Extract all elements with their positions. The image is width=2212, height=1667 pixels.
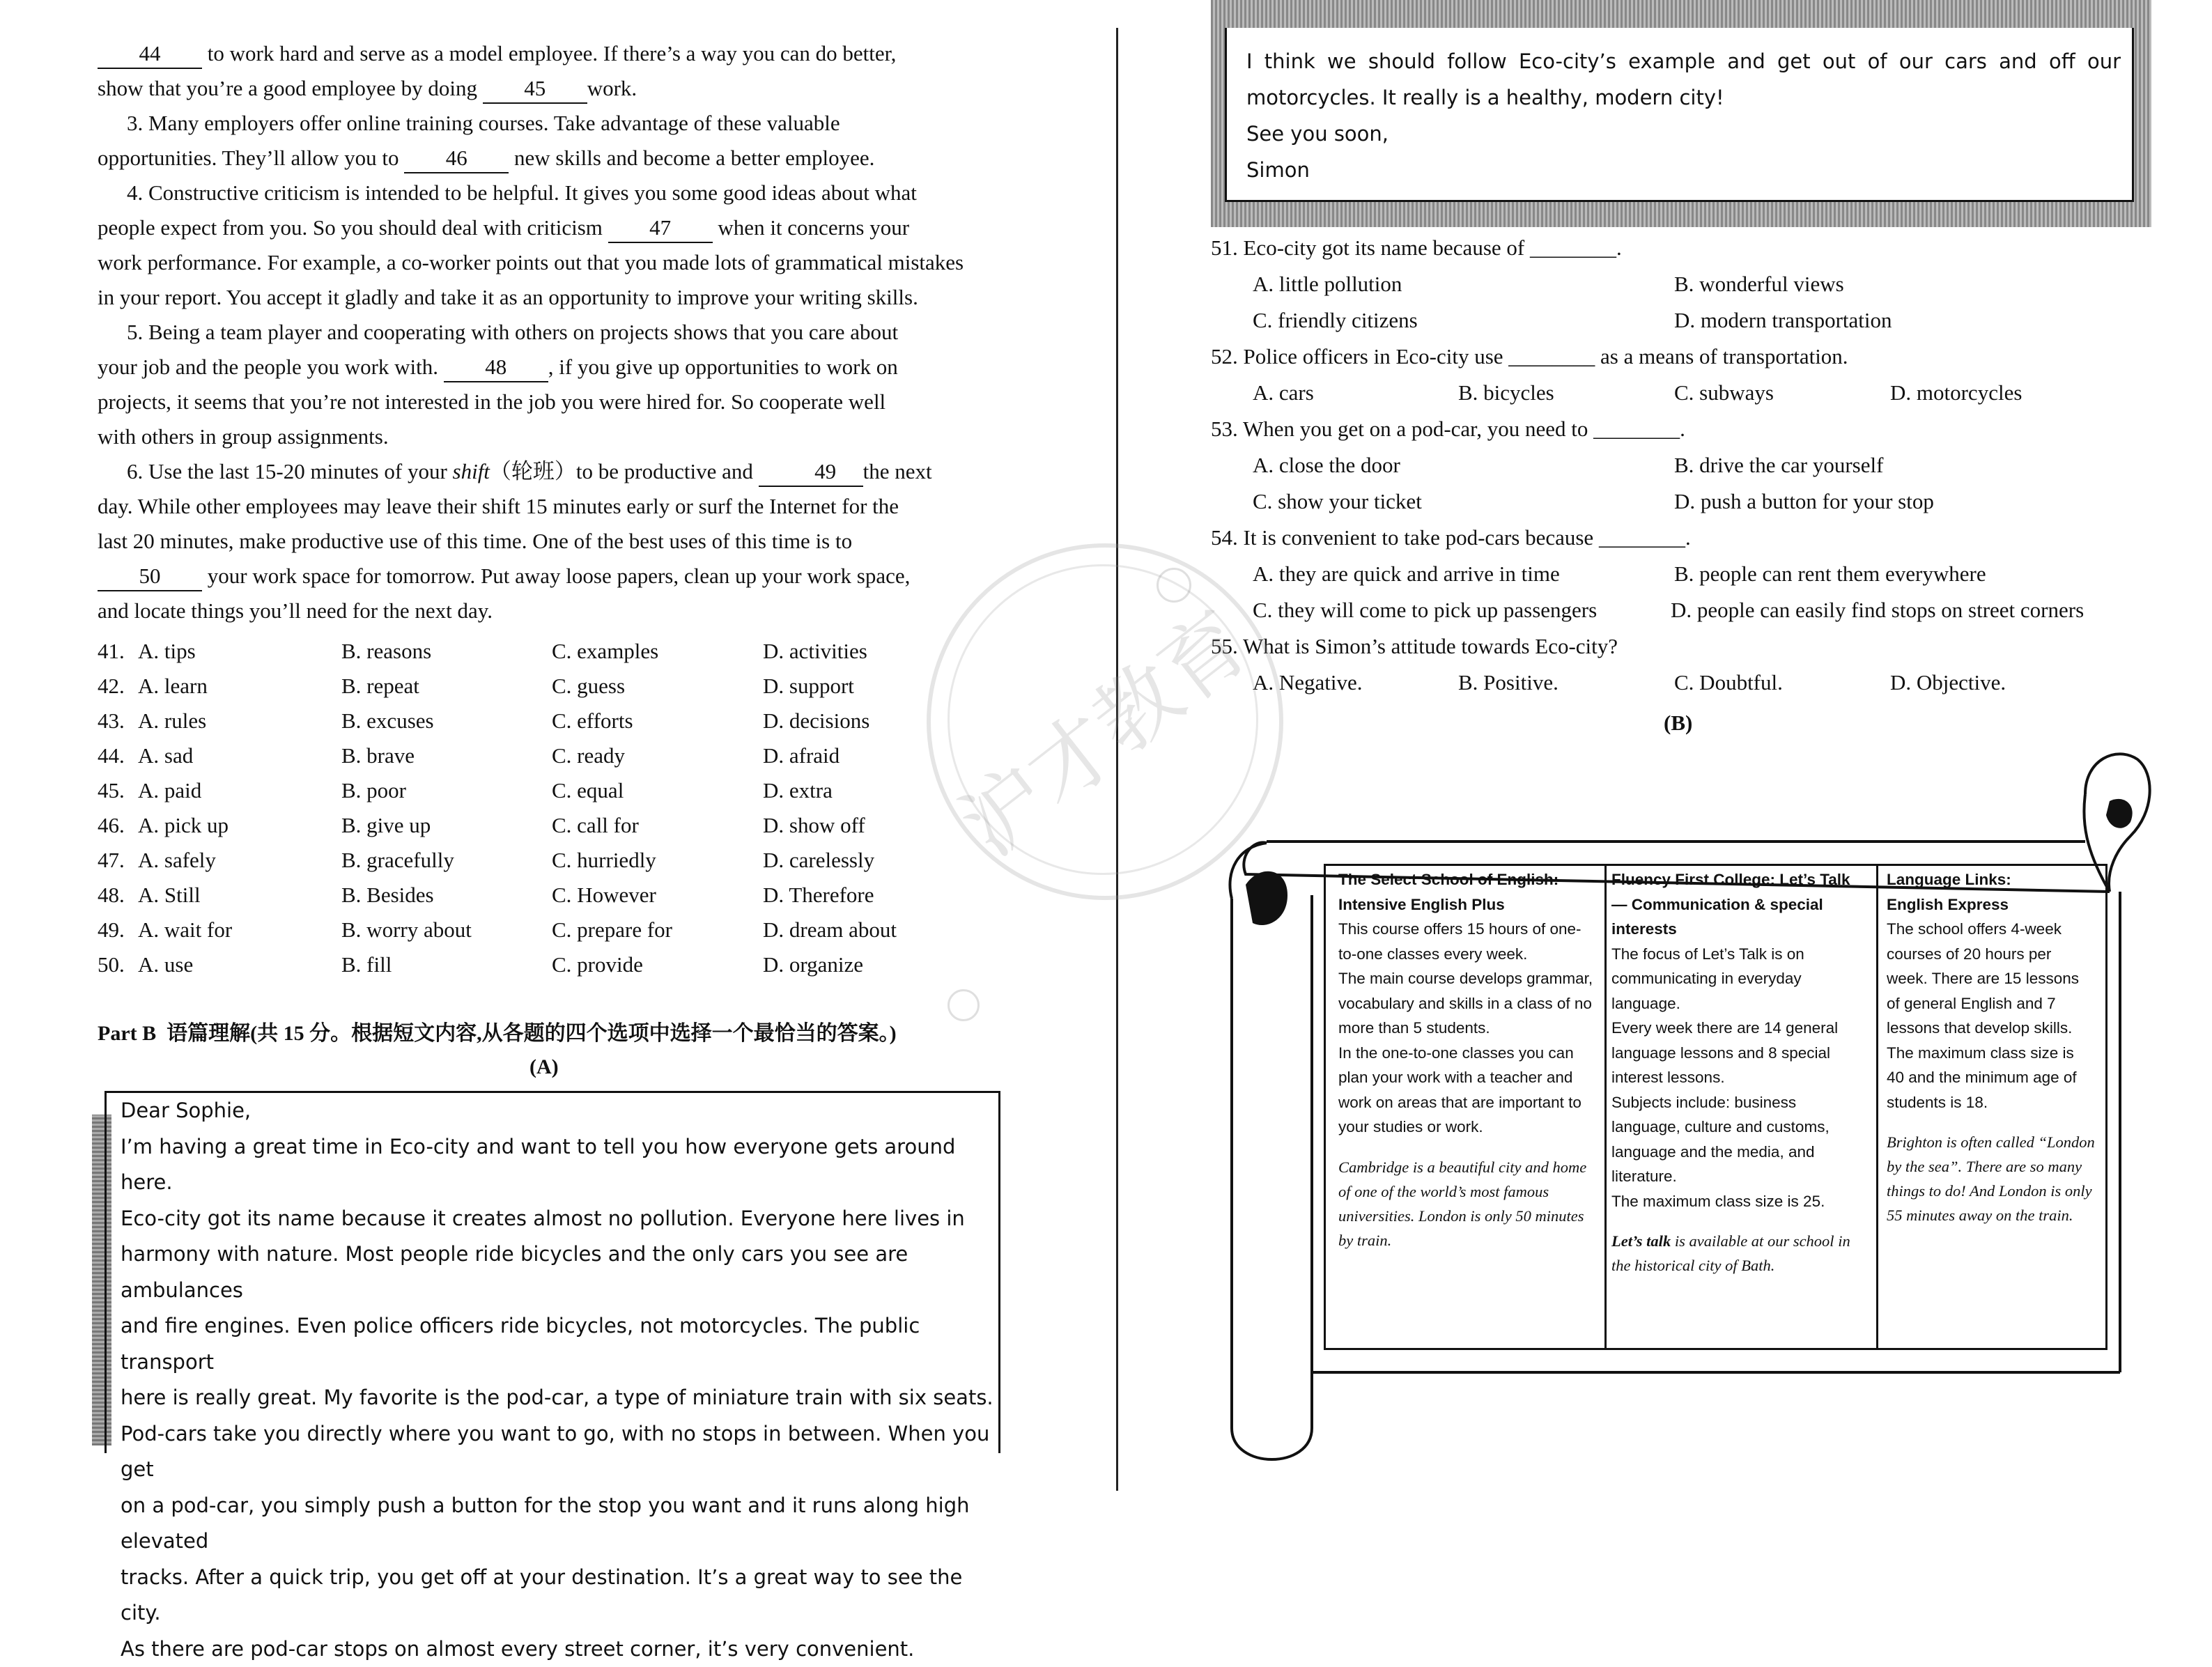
- school-name: Fluency First College: Let’s Talk — Communication & special interests: [1611, 867, 1869, 942]
- question-stem: 53. When you get on a pod-car, you need to ________.: [1211, 411, 1685, 447]
- option-b[interactable]: B. fill: [341, 947, 392, 982]
- question-stem: 51. Eco-city got its name because of ________.: [1211, 230, 1622, 266]
- school-column: [1338, 867, 1593, 1253]
- option-b[interactable]: B. brave: [341, 738, 415, 773]
- passage-line: show that you’re a good employee by doing 45 work.: [98, 71, 1010, 106]
- option-c[interactable]: C. efforts: [552, 704, 633, 738]
- option-b[interactable]: B. Besides: [341, 878, 434, 913]
- option-c[interactable]: C. examples: [552, 634, 658, 669]
- passage-line: 44 to work hard and serve as a model employee. If there’s a way you can do better,: [98, 36, 1010, 71]
- letter-closing: See you soon,: [1246, 116, 2121, 152]
- watermark-text: 沪才教育: [921, 570, 1281, 887]
- option-c[interactable]: C. hurriedly: [552, 843, 656, 878]
- school-location-note: Brighton is often called “London by the sea”. There are so many things to do! And London is only 55 minutes away on the train.: [1887, 1130, 2096, 1227]
- question-stem: 54. It is convenient to take pod-cars because ________.: [1211, 520, 1691, 556]
- left-page: [98, 0, 1010, 1564]
- passage-line: day. While other employees may leave their shift 15 minutes early or surf the Internet for the: [98, 489, 1010, 524]
- passage-line: 4. Constructive criticism is intended to be helpful. It gives you some good ideas about what: [98, 176, 1010, 210]
- option-c[interactable]: C. equal: [552, 773, 624, 808]
- table-divider: [1604, 866, 1607, 1348]
- course-name: Intensive English Plus: [1338, 892, 1593, 917]
- option-d[interactable]: D. extra: [763, 773, 833, 808]
- school-detail: In the one-to-one classes you can plan your work with a teacher and work on areas that are important to your studies or work.: [1338, 1041, 1593, 1140]
- cloze-options: 41. A. tips B. reasons C. examples D. activities 42. A. learn B. repeat C. guess D. support 43. A. rules B. excuses C. efforts D. decisions 44. A. sad B. brave C. ready D. afraid 45. A. paid B. poor C. equal D. extra 46. A. pick up B. give up C. call for D. show off 47. A. safely B. gracefully C. hurriedly D. carelessly 48. A. Still B. Besides C. However D. Therefore 49. A. wait for B. worry about C. prepare for D. dream about 50. A. use B. fill C. provide D. organize: [98, 634, 1010, 989]
- passage-line: opportunities. They’ll allow you to 46 new skills and become a better employee.: [98, 141, 1010, 176]
- passage-line: with others in group assignments.: [98, 419, 1010, 454]
- option-c[interactable]: C. show your ticket: [1253, 483, 1422, 520]
- option-b[interactable]: B. give up: [341, 808, 431, 843]
- passage-line: 6. Use the last 15-20 minutes of your shift（轮班）to be productive and 49 the next: [98, 454, 1010, 489]
- question-stem: 55. What is Simon’s attitude towards Eco-city?: [1211, 628, 1618, 665]
- letter-line: I think we should follow Eco-city’s example and get out of our cars and off our: [1246, 43, 2121, 79]
- school-location-note: Let’s talk is available at our school in the historical city of Bath.: [1611, 1229, 1869, 1278]
- watermark-dot: [948, 989, 980, 1021]
- section-b-label: (B): [1664, 705, 1692, 741]
- option-d[interactable]: D. activities: [763, 634, 867, 669]
- right-page: [1211, 0, 2151, 1564]
- option-d[interactable]: D. Therefore: [763, 878, 874, 913]
- option-b[interactable]: B. gracefully: [341, 843, 454, 878]
- answer-blank[interactable]: 46: [404, 144, 509, 173]
- option-b[interactable]: B. worry about: [341, 913, 472, 947]
- letter-line: on a pod-car, you simply push a button for the stop you want and it runs along high elevated: [121, 1488, 998, 1560]
- answer-blank[interactable]: 49: [759, 458, 863, 487]
- letter-line: motorcycles. It really is a healthy, modern city!: [1246, 79, 2121, 116]
- option-b[interactable]: B. repeat: [341, 669, 419, 704]
- option-a[interactable]: A. use: [138, 947, 193, 982]
- answer-blank[interactable]: 47: [608, 214, 713, 243]
- option-d[interactable]: D. carelessly: [763, 843, 874, 878]
- answer-blank[interactable]: 44: [98, 40, 202, 69]
- passage-line: in your report. You accept it gladly and take it as an opportunity to improve your writing skills.: [98, 280, 1010, 315]
- letter-signature: Simon: [1246, 152, 2121, 188]
- option-b[interactable]: B. drive the car yourself: [1674, 447, 1883, 483]
- section-a-label: (A): [529, 1052, 559, 1083]
- option-a[interactable]: A. close the door: [1253, 447, 1400, 483]
- option-a[interactable]: A. safely: [138, 843, 216, 878]
- option-b[interactable]: B. Positive.: [1458, 665, 1559, 701]
- schools-table: [1324, 864, 2107, 1350]
- option-a[interactable]: A. little pollution: [1253, 266, 1402, 302]
- option-d[interactable]: D. motorcycles: [1890, 375, 2022, 411]
- option-b[interactable]: B. bicycles: [1458, 375, 1554, 411]
- option-c[interactable]: C. friendly citizens: [1253, 302, 1418, 339]
- table-divider: [1876, 866, 1878, 1348]
- letter-line: I’m having a great time in Eco-city and want to tell you how everyone gets around here.: [121, 1129, 998, 1201]
- answer-blank[interactable]: 48: [444, 353, 548, 382]
- passage-line: and locate things you’ll need for the next day.: [98, 594, 1010, 628]
- passage-line: people expect from you. So you should deal with criticism 47 when it concerns your: [98, 210, 1010, 245]
- passage-line: projects, it seems that you’re not interested in the job you were hired for. So cooperate well: [98, 385, 1010, 419]
- option-b[interactable]: B. reasons: [341, 634, 431, 669]
- school-name: The Select School of English:: [1338, 867, 1593, 892]
- school-name: Language Links:: [1887, 867, 2096, 892]
- option-c[interactable]: C. prepare for: [552, 913, 672, 947]
- option-d[interactable]: D. dream about: [763, 913, 897, 947]
- reading-questions: [1211, 230, 2151, 745]
- option-b[interactable]: B. excuses: [341, 704, 434, 738]
- option-c[interactable]: C. they will come to pick up passengers: [1253, 592, 1597, 628]
- option-a[interactable]: A. learn: [138, 669, 208, 704]
- option-c[interactable]: C. Doubtful.: [1674, 665, 1783, 701]
- option-a[interactable]: A. sad: [138, 738, 193, 773]
- option-c[interactable]: C. subways: [1674, 375, 1774, 411]
- school-detail: The school offers 4-week courses of 20 hours per week. There are 15 lessons of general English and 7 lessons that develop skills.: [1887, 917, 2096, 1041]
- option-b[interactable]: B. people can rent them everywhere: [1674, 556, 1986, 592]
- letter-line: Pod-cars take you directly where you want to go, with no stops in between. When you get: [121, 1416, 998, 1488]
- answer-blank[interactable]: 50: [98, 562, 202, 591]
- letter-box-continued: [1225, 28, 2134, 202]
- school-detail: This course offers 15 hours of one-to-one classes every week.: [1338, 917, 1593, 966]
- option-a[interactable]: A. wait for: [138, 913, 232, 947]
- option-b[interactable]: B. wonderful views: [1674, 266, 1844, 302]
- answer-blank[interactable]: 45: [483, 75, 587, 104]
- letter-line: tracks. After a quick trip, you get off at your destination. It’s a great way to see the city.: [121, 1560, 998, 1631]
- cloze-passage: [98, 36, 1010, 628]
- option-d[interactable]: D. organize: [763, 947, 863, 982]
- letter-line: As there are pod-car stops on almost every street corner, it’s very convenient.: [121, 1631, 998, 1667]
- school-detail: Subjects include: business language, culture and customs, language and the media, and literature.: [1611, 1090, 1869, 1189]
- option-a[interactable]: A. tips: [138, 634, 196, 669]
- option-b[interactable]: B. poor: [341, 773, 406, 808]
- option-a[interactable]: A. Negative.: [1253, 665, 1363, 701]
- school-detail: The maximum class size is 40 and the minimum age of students is 18.: [1887, 1041, 2096, 1115]
- school-column: [1611, 867, 1869, 1278]
- letter-line: and fire engines. Even police officers ride bicycles, not motorcycles. The public transport: [121, 1308, 998, 1380]
- question-stem: 52. Police officers in Eco-city use ________ as a means of transportation.: [1211, 339, 1848, 375]
- passage-line: 3. Many employers offer online training courses. Take advantage of these valuable: [98, 106, 1010, 141]
- option-a[interactable]: A. Still: [138, 878, 201, 913]
- school-detail: Every week there are 14 general language lessons and 8 special interest lessons.: [1611, 1016, 1869, 1090]
- course-name: English Express: [1887, 892, 2096, 917]
- letter-line: harmony with nature. Most people ride bicycles and the only cars you see are ambulances: [121, 1236, 998, 1308]
- letter-line: here is really great. My favorite is the pod-car, a type of miniature train with six seats.: [121, 1380, 998, 1416]
- option-a[interactable]: A. paid: [138, 773, 201, 808]
- option-c[interactable]: C. guess: [552, 669, 625, 704]
- letter-box: [105, 1091, 1000, 1453]
- letter-line: Eco-city got its name because it creates almost no pollution. Everyone here lives in: [121, 1201, 998, 1237]
- option-d[interactable]: D. show off: [763, 808, 865, 843]
- school-location-note: Cambridge is a beautiful city and home of one of the world’s most famous universities. London is only 50 minutes by train.: [1338, 1155, 1593, 1253]
- option-a[interactable]: A. they are quick and arrive in time: [1253, 556, 1560, 592]
- passage-line: 50 your work space for tomorrow. Put away loose papers, clean up your work space,: [98, 559, 1010, 594]
- option-a[interactable]: A. cars: [1253, 375, 1314, 411]
- school-detail: The focus of Let’s Talk is on communicating in everyday language.: [1611, 942, 1869, 1016]
- option-d[interactable]: D. modern transportation: [1674, 302, 1892, 339]
- school-detail: The main course develops grammar, vocabulary and skills in a class of no more than 5 students.: [1338, 966, 1593, 1041]
- option-d[interactable]: D. push a button for your stop: [1674, 483, 1934, 520]
- option-d[interactable]: D. people can easily find stops on street corners: [1671, 592, 2084, 628]
- part-b-instructions: 语篇理解(共 15 分。根据短文内容,从各题的四个选项中选择一个最恰当的答案。): [167, 1022, 896, 1045]
- passage-line: your job and the people you work with. 48 , if you give up opportunities to work on: [98, 350, 1010, 385]
- option-c[interactable]: C. call for: [552, 808, 639, 843]
- option-d[interactable]: D. Objective.: [1890, 665, 2006, 701]
- option-a[interactable]: A. pick up: [138, 808, 229, 843]
- school-column: [1887, 867, 2096, 1227]
- option-c[interactable]: C. However: [552, 878, 656, 913]
- passage-line: 5. Being a team player and cooperating with others on projects shows that you care about: [98, 315, 1010, 350]
- option-c[interactable]: C. ready: [552, 738, 625, 773]
- option-c[interactable]: C. provide: [552, 947, 643, 982]
- option-d[interactable]: D. decisions: [763, 704, 869, 738]
- school-detail: The maximum class size is 25.: [1611, 1189, 1869, 1214]
- letter-salutation: Dear Sophie,: [121, 1093, 998, 1129]
- watermark-dot: [1157, 568, 1191, 603]
- option-a[interactable]: A. rules: [138, 704, 206, 738]
- option-d[interactable]: D. afraid: [763, 738, 840, 773]
- passage-line: work performance. For example, a co-worker points out that you made lots of grammatical mistakes: [98, 245, 1010, 280]
- passage-line: last 20 minutes, make productive use of this time. One of the best uses of this time is to: [98, 524, 1010, 559]
- part-b-heading: Part B 语篇理解(共 15 分。根据短文内容,从各题的四个选项中选择一个最恰当的答案。): [98, 1018, 897, 1049]
- option-d[interactable]: D. support: [763, 669, 854, 704]
